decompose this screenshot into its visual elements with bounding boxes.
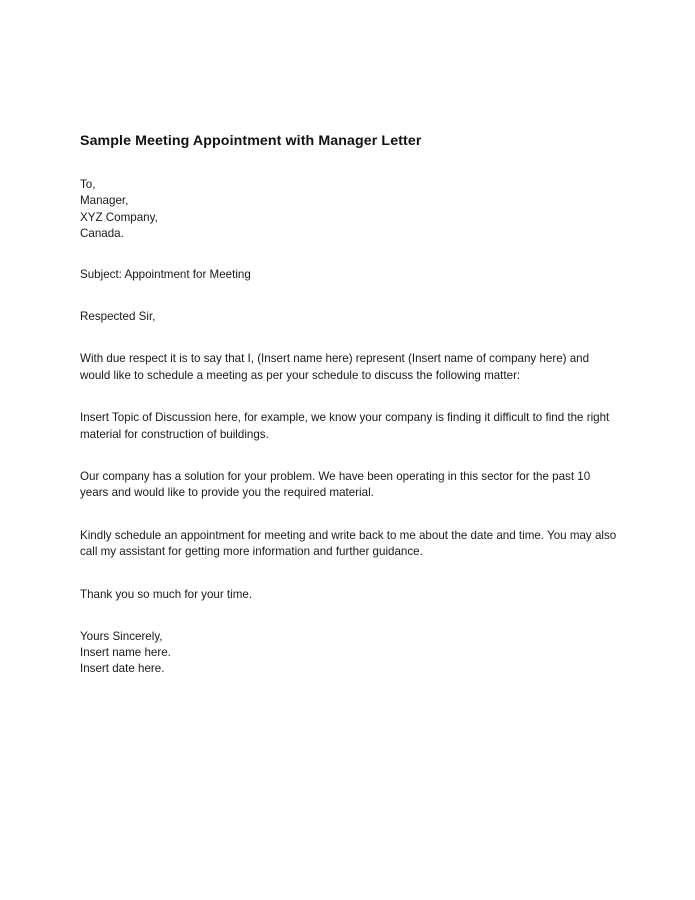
page-title: Sample Meeting Appointment with Manager Letter xyxy=(80,133,422,149)
signoff-line-closing: Yours Sincerely, xyxy=(80,629,163,643)
body-paragraph-1: With due respect it is to say that I, (Insert name here) represent (Insert name of company here) and would like to schedule a meeting as per your schedule to discuss the following matter: xyxy=(80,352,590,382)
address-line-company: XYZ Company, xyxy=(80,210,158,224)
address-line-to: To, xyxy=(80,178,96,192)
recipient-address-block xyxy=(80,177,618,242)
address-line-role: Manager, xyxy=(80,194,129,208)
closing-thanks-line: Thank you so much for your time. xyxy=(80,587,253,601)
body-paragraph-2: Insert Topic of Discussion here, for example, we know your company is finding it difficult to find the right material for construction of buildings. xyxy=(80,411,610,441)
salutation: Respected Sir, xyxy=(80,310,156,324)
body-paragraph-4: Kindly schedule an appointment for meeting and write back to me about the date and time. You may also call my assistant for getting more information and further guidance. xyxy=(80,528,617,559)
body-paragraph-3: Our company has a solution for your problem. We have been operating in this sector for the past 10 years and would like to provide you the required material. xyxy=(80,470,591,500)
signoff-line-date: Insert date here. xyxy=(80,662,165,676)
letter-body xyxy=(80,132,618,677)
signoff-block xyxy=(80,629,618,678)
address-line-country: Canada. xyxy=(80,226,124,240)
subject-line: Subject: Appointment for Meeting xyxy=(80,267,251,281)
signoff-line-name: Insert name here. xyxy=(80,646,171,660)
